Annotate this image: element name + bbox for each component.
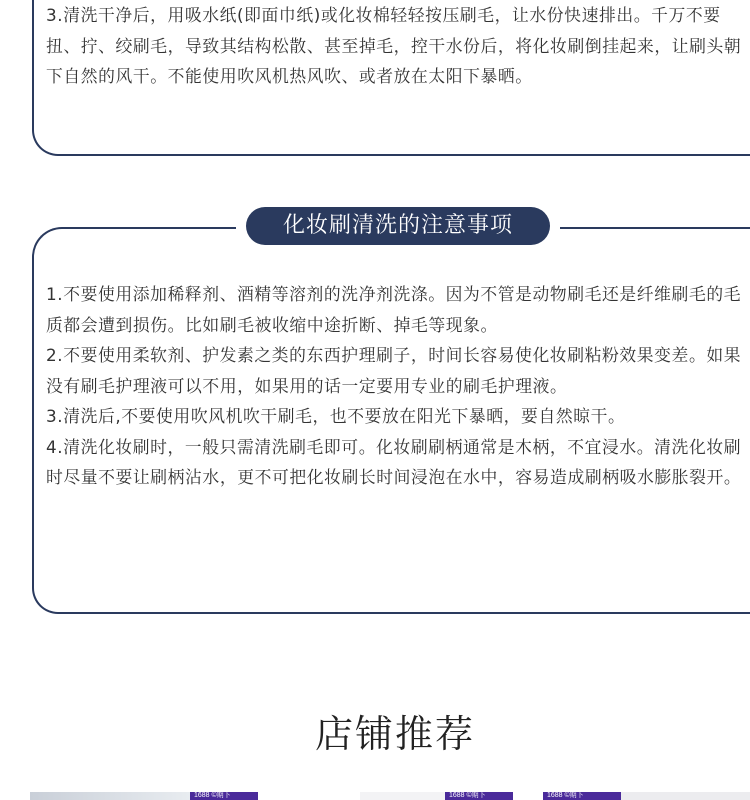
cleaning-step-text: 3.清洗干净后，用吸水纸(即面巾纸)或化妆棉轻轻按压刷毛，让水份快速排出。千万不要扭、拧、绞刷毛，导致其结构松散、甚至掉毛，控干水份后，将化妆刷倒挂起来，让刷头朝下自然的风干。不能使用吹风机热风吹、或者放在太阳下暴晒。 (46, 5, 742, 86)
product-tag-2: 1688 ©期下 (445, 792, 513, 800)
product-thumb-3[interactable] (621, 792, 750, 800)
shop-recommend-title: 店铺推荐 (314, 712, 475, 756)
notes-list (46, 279, 746, 493)
note-item-3: 3.清洗后,不要使用吹风机吹干刷毛，也不要放在阳光下暴晒，要自然晾干。 (46, 406, 626, 426)
product-tag-1: 1688 ©期下 (190, 792, 258, 800)
product-tag-3: 1688 ©期下 (543, 792, 621, 800)
note-item-2: 2.不要使用柔软剂、护发素之类的东西护理刷子，时间长容易使化妆刷粘粉效果变差。如果没有刷毛护理液可以不用，如果用的话一定要用专业的刷毛护理液。 (46, 345, 742, 396)
note-item-1: 1.不要使用添加稀释剂、酒精等溶剂的洗净剂洗涤。因为不管是动物刷毛还是纤维刷毛的毛质都会遭到损伤。比如刷毛被收缩中途折断、掉毛等现象。 (46, 284, 742, 335)
product-thumb-1[interactable] (30, 792, 190, 800)
recommend-thumbnails (0, 792, 750, 800)
note-item-4: 4.清洗化妆刷时，一般只需清洗刷毛即可。化妆刷刷柄通常是木柄，不宜浸水。清洗化妆刷时尽量不要让刷柄沾水，更不可把化妆刷长时间浸泡在水中，容易造成刷柄吸水膨胀裂开。 (46, 436, 742, 487)
notes-title-badge: 化妆刷清洗的注意事项 (246, 207, 550, 245)
product-thumb-2[interactable] (360, 792, 445, 800)
